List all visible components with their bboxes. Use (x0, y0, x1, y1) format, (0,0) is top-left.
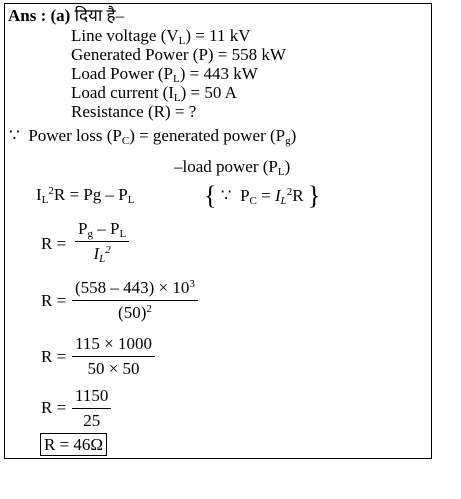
step3-r-equals: R = (41, 347, 67, 366)
step4-fraction (72, 386, 111, 431)
generated-power-sub: g (285, 135, 291, 147)
step3-fraction (72, 334, 155, 379)
load-current-sub: L (173, 92, 181, 104)
brace-il: I (274, 186, 281, 205)
step2-numerator (72, 278, 198, 301)
load-power-line (174, 157, 291, 178)
load-current-value: ) = 50 A (180, 83, 237, 102)
given-generated-power: Generated Power (P) = 558 kW (71, 45, 286, 64)
step2-denominator (72, 301, 198, 323)
close-paren: ) (290, 126, 297, 145)
step1-fraction (75, 219, 129, 264)
step2-den-text: (50) (118, 303, 147, 322)
equation-power-loss (36, 185, 135, 206)
load-power-text: Load Power (P (71, 64, 173, 83)
because-symbol: ∵ (9, 126, 20, 145)
line-voltage-text: Line voltage (V (71, 26, 179, 45)
step1-numerator (75, 219, 129, 242)
load-power-minus-text: –load power (P (174, 157, 278, 176)
eq1-rest: R = Pg – P (53, 185, 128, 204)
load-power-value: ) = 443 kW (179, 64, 258, 83)
load-power-minus-sub: L (277, 166, 285, 178)
load-current-text: Load current (I (71, 83, 174, 102)
step4-numerator: 1150 (72, 386, 111, 409)
step2-fraction (72, 278, 198, 323)
step3-denominator: 50 × 50 (87, 359, 140, 378)
eq1-rest-sub: L (127, 194, 135, 206)
brace-il-sub: L (280, 195, 287, 207)
power-loss-line (9, 126, 297, 147)
step2-num-sup: 3 (189, 278, 195, 290)
given-line-voltage (71, 26, 251, 47)
brace-r: R (292, 186, 304, 205)
final-answer-box: R = 46Ω (40, 433, 107, 456)
brace-close: } (307, 181, 321, 210)
step1-pg: P (78, 219, 88, 238)
brace-equals: = (256, 186, 275, 205)
step3-numerator: 115 × 1000 (72, 334, 155, 357)
step2-den-sup: 2 (146, 303, 152, 315)
step1-denominator (75, 242, 129, 264)
brace-because-symbol: ∵ (220, 186, 232, 205)
brace-note (204, 183, 320, 209)
step2-r-equals: R = (41, 291, 67, 310)
step1-il-sup: 2 (105, 244, 111, 256)
answer-label: Ans : (a) (8, 6, 71, 25)
step4-denominator: 25 (83, 411, 101, 430)
step1-pg-sub: g (87, 228, 93, 240)
brace-pc: P (240, 186, 250, 205)
answer-header (8, 7, 124, 24)
line-voltage-value: ) = 11 kV (185, 26, 251, 45)
load-power-close-paren: ) (284, 157, 291, 176)
power-loss-text: Power loss (P (28, 126, 122, 145)
final-answer (40, 436, 107, 453)
hindi-given-text: दिया है– (74, 6, 125, 25)
step2-num-text: (558 – 443) × 10 (75, 278, 190, 297)
given-load-power (71, 64, 258, 85)
step1-il-sub: L (99, 253, 106, 265)
step4-r-equals: R = (41, 398, 67, 417)
eq1-i-sub: L (41, 194, 49, 206)
step1-il: I (93, 244, 100, 263)
given-resistance: Resistance (R) = ? (71, 102, 197, 121)
step1-r-equals: R = (41, 234, 67, 253)
power-loss-sub: C (121, 135, 130, 147)
load-power-sub: L (172, 73, 180, 85)
given-load-current (71, 83, 237, 104)
brace-il-sup: 2 (286, 186, 293, 198)
step1-pl-sub: L (119, 228, 127, 240)
eq1-i-sup: 2 (48, 185, 54, 197)
generated-power-text: ) = generated power (P (129, 126, 286, 145)
brace-pc-sub: C (249, 195, 257, 207)
step1-pl: – P (92, 219, 120, 238)
eq1-i: I (36, 185, 42, 204)
line-voltage-sub: L (178, 35, 186, 47)
brace-open: { (204, 181, 217, 210)
